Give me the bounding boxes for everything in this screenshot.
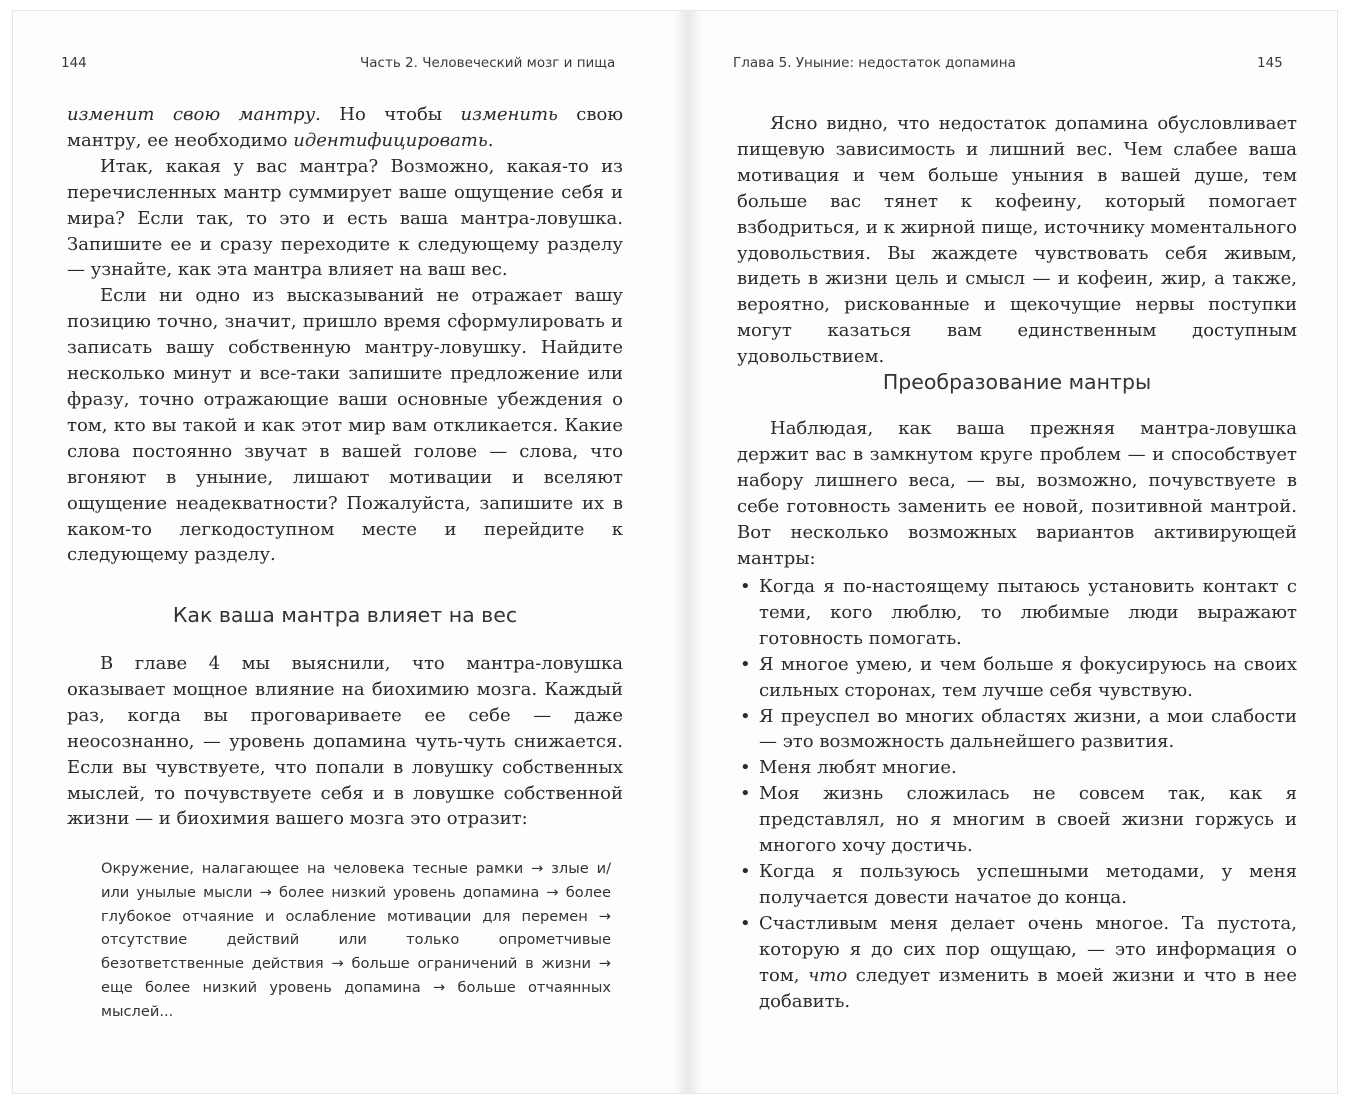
paragraph-continuation: изменит свою мантру. Но чтобы изменить свою мантру, ее необходимо идентифицировать.: [67, 104, 623, 151]
list-item: • Когда я по-настоящему пытаюсь установить контакт с теми, кого люблю, то любимые люди выражают готовность помогать.: [740, 576, 1297, 649]
paragraph: Наблюдая, как ваша прежняя мантра-ловушка держит вас в замкнутом круге проблем — и способствует набору лишнего веса, — вы, возможно, почувствуете в себе готовность заменить ее новой, позитивной мантрой. Вот несколько возможных вариантов активирующей мантры:: [737, 418, 1297, 569]
emphasis-text: что: [808, 964, 848, 986]
callout-text: Окружение, налагающее на человека тесные рамки → злые и/или унылые мысли → более низкий уровень допамина → более глубокое отчаяние и ослабление мотивации для перемен → отсутствие действий или только опрометчивые безответственные действия → больше ограничений в жизни → еще более низкий уровень допамина → больше отчаянных мыслей...: [101, 860, 611, 1020]
paragraph: Итак, какая у вас мантра? Возможно, какая-то из перечисленных мантр суммирует ваше ощущение себя и мира? Если так, то это и есть ваша мантра-ловушка. Запишите ее и сразу переходите к следующему разделу — узнайте, как эта мантра влияет на ваш вес.: [67, 155, 623, 281]
right-page: [685, 11, 1337, 1093]
section-heading: Как ваша мантра влияет на вес: [172, 603, 518, 627]
emphasis-text: изменить: [460, 104, 558, 125]
page-number-left: 144: [61, 55, 87, 71]
running-head-left: Часть 2. Человеческий мозг и пища: [360, 55, 616, 71]
right-text-block-2: [737, 416, 1297, 571]
bullet-list-block: [737, 574, 1297, 1014]
left-page: [13, 11, 685, 1093]
emphasis-text: изменит свою мантру: [67, 104, 316, 125]
list-item: • Счастливым меня делает очень многое. Та пустота, которую я до сих пор ощущаю, — это информация о том, что следует изменить в моей жизни и что в нее добавить.: [740, 912, 1297, 1012]
bullet-icon: •: [740, 860, 751, 882]
bullet-icon: •: [740, 576, 751, 597]
list-item: • Я преуспел во многих областях жизни, а мои слабости — это возможность дальнейшего развития.: [740, 705, 1297, 753]
paragraph: В главе 4 мы выяснили, что мантра-ловушка оказывает мощное влияние на биохимию мозга. Каждый раз, когда вы проговариваете ее себе — даже неосознанно, — уровень допамина чуть-чуть снижается. Если вы чувствуете, что попали в ловушку собственных мыслей, то почувствуете себя и в ловушке собственной жизни — и биохимия вашего мозга это отразит:: [67, 653, 623, 830]
bullet-icon: •: [740, 912, 751, 934]
callout-box: [101, 857, 611, 1024]
bullet-icon: •: [740, 757, 751, 779]
left-text-block: [67, 102, 623, 568]
list-item: • Меня любят многие.: [737, 755, 1297, 781]
paragraph: Если ни одно из высказываний не отражает вашу позицию точно, значит, пришло время сформулировать и записать вашу собственную мантру-ловушку. Найдите несколько минут и все-таки запишите предложение или фразу, точно отражающие ваши основные убеждения о том, кто вы такой и как этот мир вам откликается. Какие слова постоянно звучат в вашей голове — слова, что вгоняют в уныние, лишают мотивации и вселяют ощущение неадекватности? Пожалуйста, запишите их в каком-то легкодоступном месте и перейдите к следующему разделу.: [67, 285, 623, 566]
page-number-right: 145: [1257, 55, 1283, 71]
bullet-list: [737, 574, 1297, 1014]
bullet-icon: •: [740, 705, 751, 727]
paragraph: Ясно видно, что недостаток допамина обусловливает пищевую зависимость и лишний вес. Чем слабее ваша мотивация и чем больше уныния в вашей душе, тем больше вас тянет к кофеину, который помогает взбодриться, и к жирной пище, источнику моментального удовольствия. Вы жаждете чувствовать себя живым, видеть в жизни цель и смысл — и кофеин, жир, а также, вероятно, рискованные и щекочущие нервы поступки могут казаться вам единственным доступным удовольствием.: [737, 113, 1297, 368]
list-item: • Моя жизнь сложилась не совсем так, как я представлял, но я многим в своей жизни горжусь и многого хочу достичь.: [740, 783, 1297, 857]
emphasis-text: идентифицировать: [293, 129, 488, 151]
running-head-right: Глава 5. Уныние: недостаток допамина: [733, 55, 1016, 71]
section-heading: Преобразование мантры: [882, 370, 1152, 394]
list-item: • Я многое умею, и чем больше я фокусируюсь на своих сильных сторонах, тем лучше себя чувствую.: [740, 653, 1297, 701]
list-item: • Когда я пользуюсь успешными методами, у меня получается довести начатое до конца.: [740, 860, 1297, 908]
left-text-block-2: [67, 651, 623, 832]
book-spread: [12, 10, 1338, 1094]
bullet-icon: •: [740, 783, 751, 805]
bullet-icon: •: [740, 653, 751, 675]
right-text-block: [737, 111, 1297, 370]
